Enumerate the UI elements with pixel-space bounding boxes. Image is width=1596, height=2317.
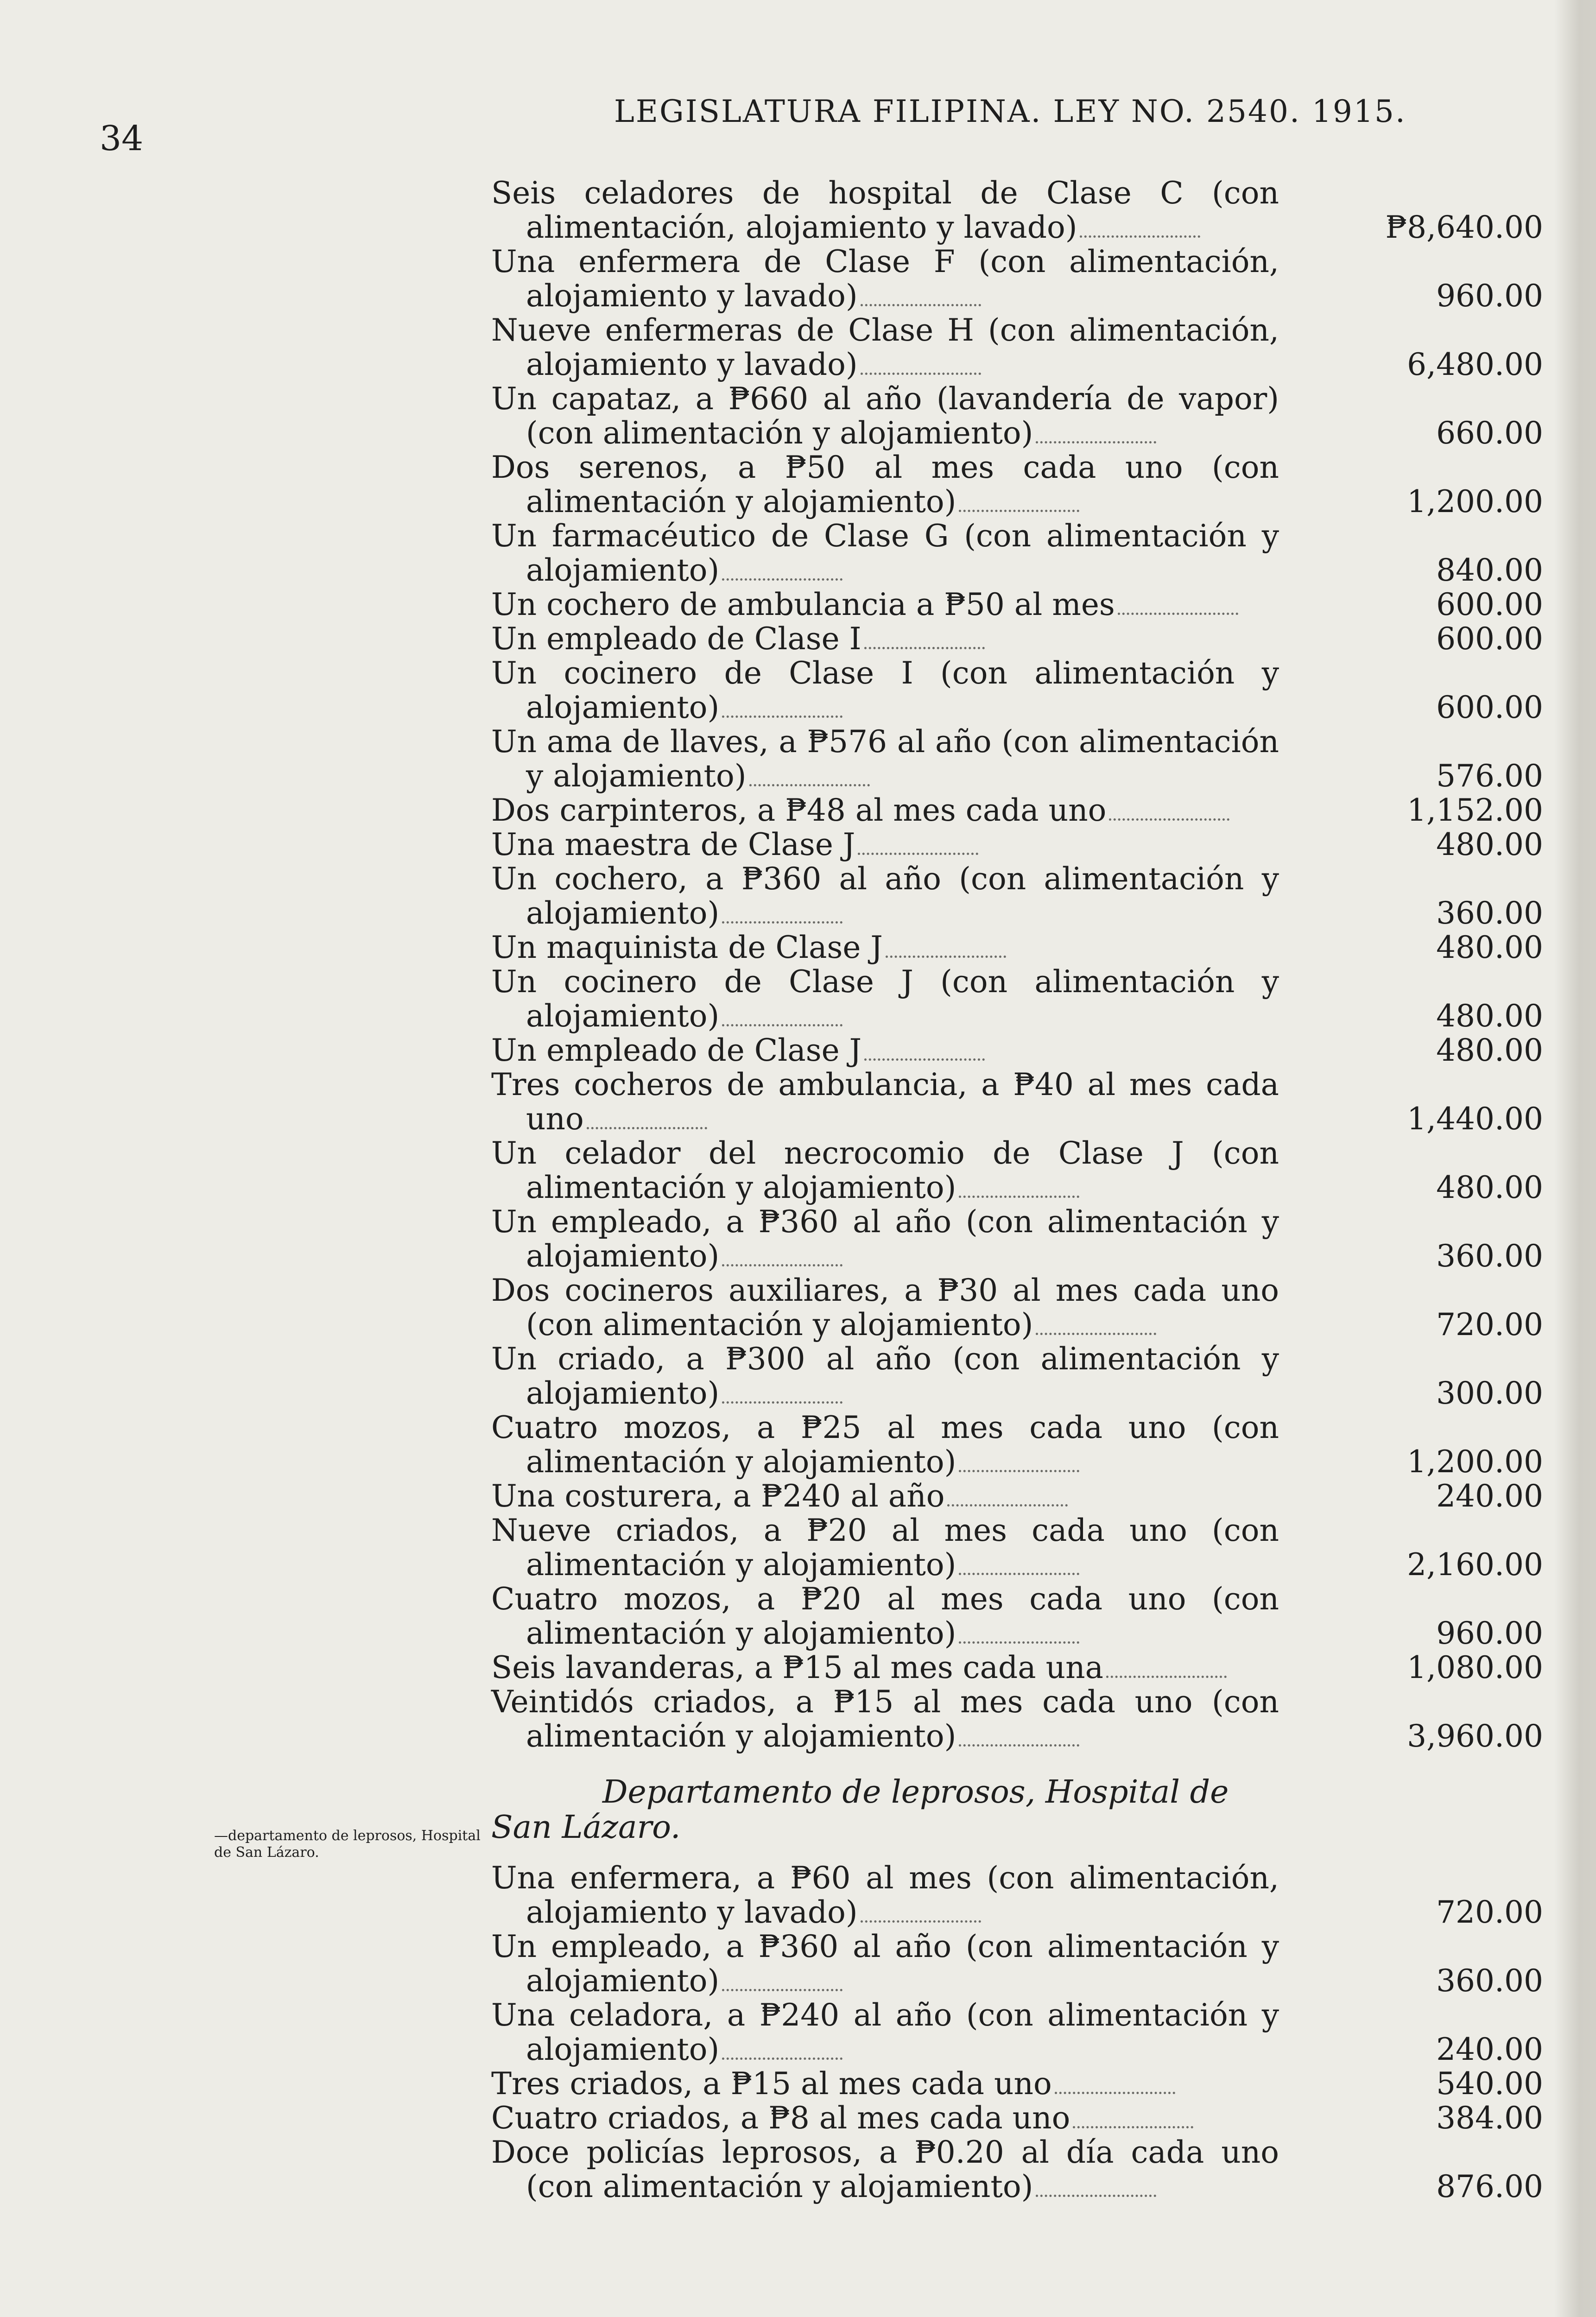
line-item [491,1861,1543,1930]
line-item [491,313,1543,382]
line-item-amount: 360.00 [1436,895,1543,931]
margin-note: —departamento de leprosos, Hospital de San Lázaro. [214,1828,481,1861]
page-edge-shadow [1554,0,1596,2317]
line-item-description: Un cocinero de Clase J (con alimentación y alojamiento) [491,964,1279,1034]
line-item-description: Un capataz, a ₱660 al año (lavandería de vapor) (con alimentación y alojamiento) [491,381,1279,451]
dotted-leader [1055,2087,1175,2094]
line-item [491,2067,1543,2101]
line-item-amount: 876.00 [1436,2169,1543,2204]
line-item-amount: 240.00 [1436,2032,1543,2067]
line-item-description: Un maquinista de Clase J [491,931,1279,965]
dotted-leader [1118,608,1238,615]
line-item [491,1582,1543,1651]
line-item-description: Un celador del necrocomio de Clase J (con alimentación y alojamiento) [491,1135,1279,1205]
line-item-amount: 300.00 [1436,1375,1543,1411]
dotted-leader [722,711,842,718]
dotted-leader [722,1019,842,1026]
line-item-description: Un cochero, a ₱360 al año (con alimentación y alojamiento) [491,861,1279,931]
line-item [491,176,1543,245]
line-item-description: Dos cocineros auxiliares, a ₱30 al mes cada uno (con alimentación y alojamiento) [491,1272,1279,1342]
dotted-leader [722,1260,842,1266]
line-item-amount: 384.00 [1436,2100,1543,2136]
dotted-leader [959,1191,1079,1198]
dotted-leader [1036,437,1156,443]
line-item [491,1479,1543,1513]
line-item-amount: 1,200.00 [1407,1444,1543,1480]
line-item-amount: 600.00 [1436,621,1543,657]
line-item-amount: 360.00 [1436,1238,1543,1274]
dotted-leader [1073,2121,1193,2128]
section-gap [491,1754,1543,1775]
line-item [491,1685,1543,1754]
dotted-leader [587,1122,707,1129]
line-item-description: Doce policías leprosos, a ₱0.20 al día cada uno (con alimentación y alojamiento) [491,2134,1279,2204]
appropriation-list [491,176,1543,2204]
line-item [491,1651,1543,1685]
dotted-leader [1036,1328,1156,1335]
line-item-amount: 540.00 [1436,2066,1543,2102]
line-item-description: Tres criados, a ₱15 al mes cada uno [491,2067,1279,2101]
line-item [491,622,1543,656]
line-item-description: Nueve criados, a ₱20 al mes cada uno (con alimentación y alojamiento) [491,1513,1279,1583]
line-item-description: Seis celadores de hospital de Clase C (con alimentación, alojamiento y lavado) [491,175,1279,245]
line-item-amount: 480.00 [1436,1170,1543,1205]
line-item-amount: 240.00 [1436,1478,1543,1514]
line-item-amount: 660.00 [1436,415,1543,451]
line-item-description: Un criado, a ₱300 al año (con alimentación y alojamiento) [491,1341,1279,1411]
line-item-amount: 360.00 [1436,1963,1543,1999]
dotted-leader [864,1054,985,1061]
line-item-description: Tres cocheros de ambulancia, a ₱40 al mes cada uno [491,1067,1279,1137]
line-item-description: Seis lavanderas, a ₱15 al mes cada una [491,1651,1279,1685]
running-head: LEGISLATURA FILIPINA. LEY NO. 2540. 1915. [614,94,1406,129]
line-item [491,245,1543,313]
line-item-amount: 480.00 [1436,998,1543,1034]
dotted-leader [722,2053,842,2060]
line-item [491,1342,1543,1411]
line-item-amount: 1,200.00 [1407,484,1543,519]
line-item [491,1136,1543,1205]
dotted-leader [861,368,981,375]
line-item-description: Cuatro mozos, a ₱25 al mes cada uno (con alimentación y alojamiento) [491,1410,1279,1480]
line-item-description: Un empleado, a ₱360 al año (con alimentación y alojamiento) [491,1204,1279,1274]
line-item-amount: 720.00 [1436,1307,1543,1342]
line-item-amount: 6,480.00 [1407,347,1543,382]
line-item-amount: 840.00 [1436,552,1543,588]
line-item-amount: 1,152.00 [1407,792,1543,828]
line-item [491,588,1543,622]
line-item-amount: 600.00 [1436,690,1543,725]
line-item [491,793,1543,828]
dotted-leader [722,917,842,924]
line-item [491,1930,1543,1998]
line-item-description: Dos serenos, a ₱50 al mes cada uno (con alimentación y alojamiento) [491,449,1279,519]
line-item [491,1068,1543,1136]
line-item [491,382,1543,450]
line-item [491,1998,1543,2067]
dotted-leader [722,574,842,581]
line-item [491,828,1543,862]
line-item [491,862,1543,931]
dotted-leader [722,1984,842,1991]
dotted-leader [722,1397,842,1404]
line-item-amount: 960.00 [1436,278,1543,314]
line-item-amount: 1,080.00 [1407,1650,1543,1685]
dotted-leader [858,848,978,855]
line-item-description: Una celadora, a ₱240 al año (con alimentación y alojamiento) [491,1997,1279,2067]
entries-list [491,176,1543,1754]
line-item [491,519,1543,588]
line-item-amount: 720.00 [1436,1894,1543,1930]
line-item-amount: 480.00 [1436,827,1543,862]
dotted-leader [959,1637,1079,1644]
line-item-description: Una enfermera de Clase F (con alimentación, alojamiento y lavado) [491,244,1279,314]
line-item [491,656,1543,725]
line-item-description: Un cocinero de Clase I (con alimentación y alojamiento) [491,655,1279,725]
page-number: 34 [100,119,144,158]
line-item-description: Un empleado, a ₱360 al año (con alimentación y alojamiento) [491,1929,1279,1999]
dotted-leader [959,1465,1079,1472]
line-item [491,1411,1543,1479]
line-item-amount: 576.00 [1436,758,1543,794]
dotted-leader [947,1500,1068,1507]
dotted-leader [749,779,870,786]
line-item-amount: 2,160.00 [1407,1547,1543,1583]
line-item-amount: 1,440.00 [1407,1101,1543,1137]
line-item-description: Un empleado de Clase I [491,622,1279,656]
dotted-leader [1109,814,1229,821]
line-item-description: Dos carpinteros, a ₱48 al mes cada uno [491,793,1279,828]
line-item-amount: ₱8,640.00 [1385,209,1543,245]
line-item-amount: 960.00 [1436,1615,1543,1651]
dotted-leader [1080,231,1200,238]
line-item [491,965,1543,1033]
dotted-leader [959,1568,1079,1575]
line-item [491,2101,1543,2135]
line-item-amount: 480.00 [1436,930,1543,965]
section-entries-list [491,1861,1543,2204]
line-item-amount: 600.00 [1436,587,1543,622]
dotted-leader [1106,1671,1227,1678]
section-heading: Departamento de leprosos, Hospital de San Lázaro. [491,1774,1229,1846]
line-item [491,1205,1543,1273]
line-item [491,725,1543,793]
line-item-description: Un ama de llaves, a ₱576 al año (con alimentación y alojamiento) [491,724,1279,794]
dotted-leader [861,299,981,306]
line-item-amount: 3,960.00 [1407,1718,1543,1754]
line-item-description: Un cochero de ambulancia a ₱50 al mes [491,588,1279,622]
line-item-description: Cuatro criados, a ₱8 al mes cada uno [491,2101,1279,2135]
line-item [491,1513,1543,1582]
line-item [491,2135,1543,2204]
line-item-description: Cuatro mozos, a ₱20 al mes cada uno (con alimentación y alojamiento) [491,1581,1279,1651]
dotted-leader [959,505,1079,512]
dotted-leader [1036,2190,1156,2197]
line-item-description: Un empleado de Clase J [491,1033,1279,1068]
line-item-amount: 480.00 [1436,1032,1543,1068]
line-item [491,931,1543,965]
line-item [491,1273,1543,1342]
dotted-leader [886,951,1006,958]
line-item [491,450,1543,519]
line-item-description: Veintidós criados, a ₱15 al mes cada uno (con alimentación y alojamiento) [491,1684,1279,1754]
dotted-leader [864,642,985,649]
line-item-description: Una costurera, a ₱240 al año [491,1479,1279,1513]
line-item-description: Una enfermera, a ₱60 al mes (con alimentación, alojamiento y lavado) [491,1860,1279,1930]
line-item-description: Nueve enfermeras de Clase H (con alimentación, alojamiento y lavado) [491,312,1279,382]
dotted-leader [861,1916,981,1923]
line-item-description: Un farmacéutico de Clase G (con alimentación y alojamiento) [491,518,1279,588]
line-item-description: Una maestra de Clase J [491,828,1279,862]
dotted-leader [959,1740,1079,1747]
line-item [491,1033,1543,1068]
